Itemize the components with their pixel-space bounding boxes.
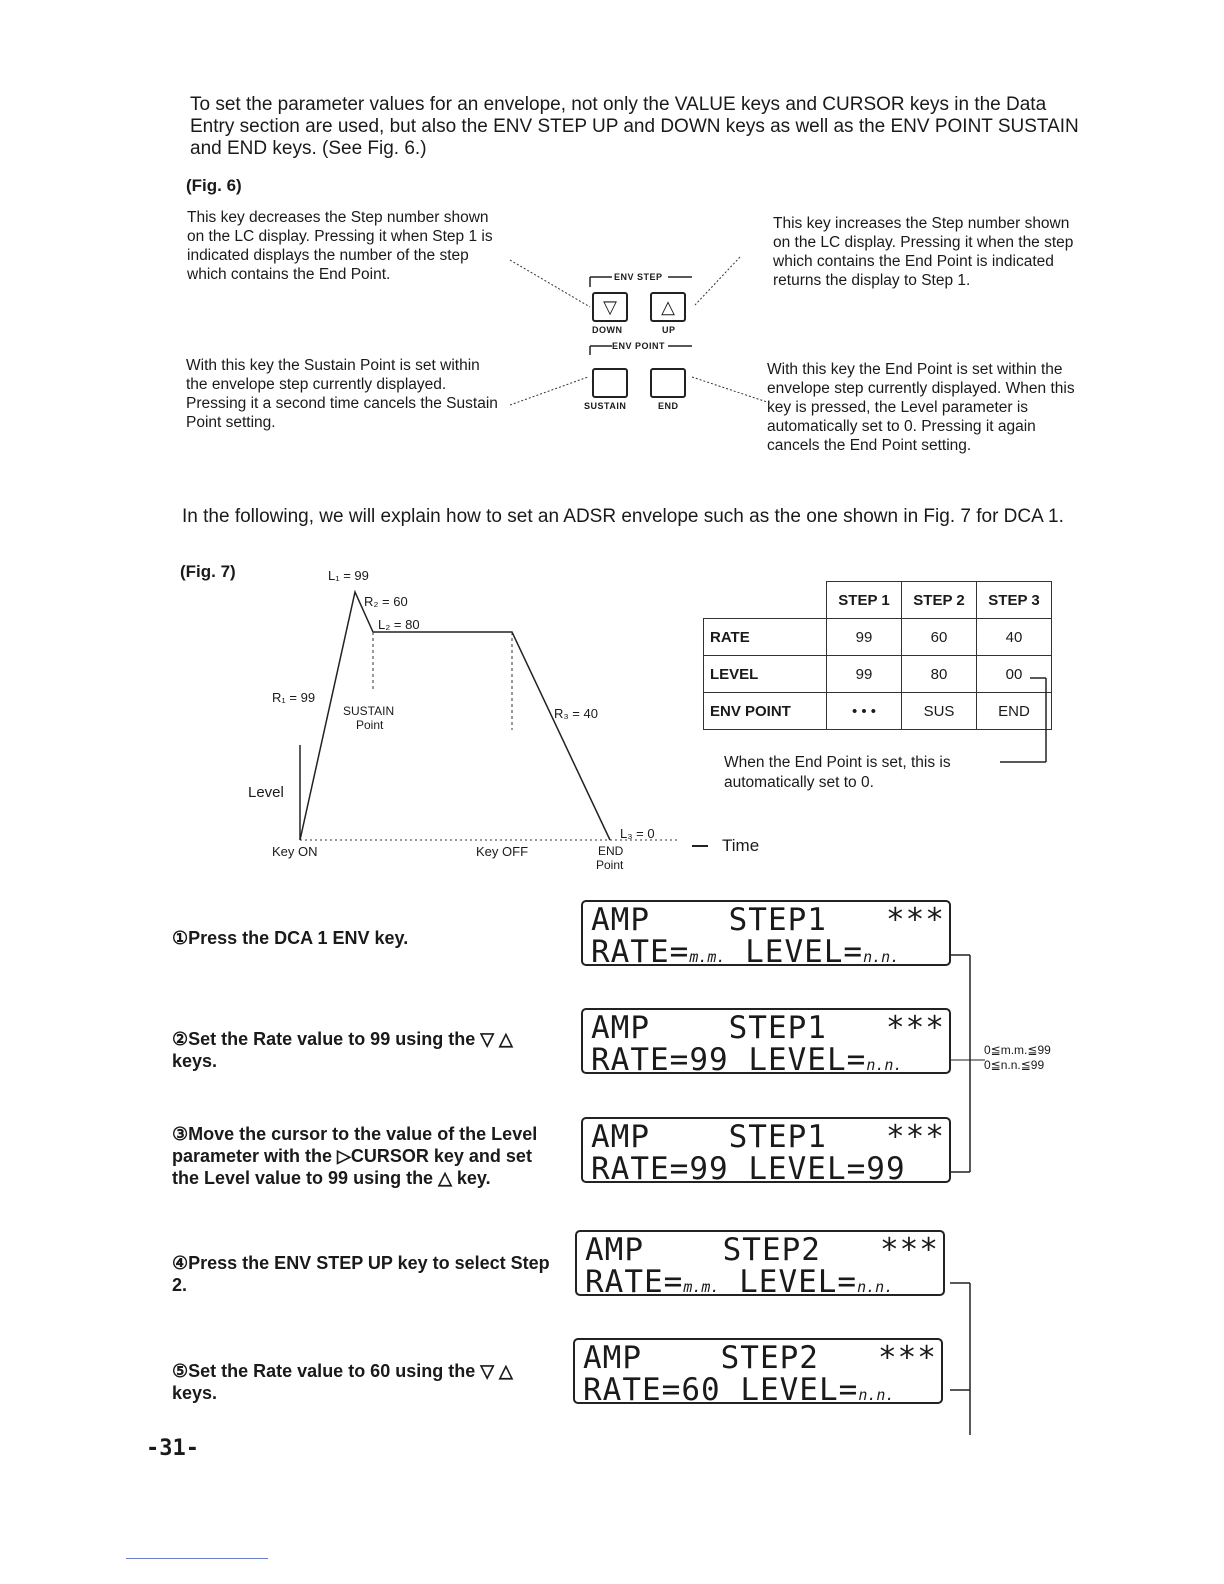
lcd-display-2: [581, 1008, 951, 1078]
table-cell: 80: [902, 656, 977, 693]
table-cell: 99: [827, 619, 902, 656]
range-note-line-1: 0≦m.m.≦99: [984, 1043, 1051, 1057]
rate-value: m.m.: [683, 1278, 720, 1296]
end-label: END: [658, 401, 679, 411]
step-3-text: ③Move the cursor to the value of the Level parameter with the ▷CURSOR key and set the Level value to 99 using the △ key.: [172, 1124, 538, 1188]
table-header: STEP 1: [827, 582, 902, 619]
level-value: n.n.: [863, 948, 900, 966]
step-1-text: ①Press the DCA 1 ENV key.: [172, 928, 409, 948]
end-key-description: With this key the End Point is set within the envelope step currently displayed. When this key is pressed, the Level parameter is automatically set to 0. Pressing it again cancels the End Point setting.: [767, 361, 1075, 454]
level-text: LEVEL=: [725, 934, 864, 970]
step-2-text: ②Set the Rate value to 99 using the ▽ △ keys.: [172, 1029, 513, 1071]
rate-text: RATE=99: [591, 1151, 729, 1187]
following-paragraph: In the following, we will explain how to set an ADSR envelope such as the one shown in Fig. 7 for DCA 1.: [182, 506, 1064, 527]
down-label: DOWN: [592, 325, 623, 335]
table-cell: 00: [977, 656, 1052, 693]
table-cell: 40: [977, 619, 1052, 656]
level-text: LEVEL=: [719, 1264, 858, 1300]
sustain-point-label: SUSTAIN: [343, 704, 395, 718]
table-cell: • • •: [827, 693, 902, 730]
rate-text: RATE=: [591, 934, 690, 970]
env-step-down-key[interactable]: [592, 292, 628, 322]
down-key-description: This key decreases the Step number shown on the LC display. Pressing it when Step 1 is indicated displays the number of the step which contains the End Point.: [187, 209, 493, 283]
l3-label: L₃ = 0: [620, 826, 655, 841]
lcd-line-2: [591, 1153, 941, 1190]
r3-label: R₃ = 40: [554, 706, 598, 721]
env-step-label: ENV STEP: [614, 272, 663, 282]
fig6-label: (Fig. 6): [186, 176, 242, 195]
lcd-line-1: AMP STEP1 ***: [591, 902, 945, 938]
table-header-row: [704, 582, 1052, 619]
table-header: STEP 3: [977, 582, 1052, 619]
table-cell: SUS: [902, 693, 977, 730]
step-4-text: ④Press the ENV STEP UP key to select Step 2.: [172, 1253, 550, 1295]
r2-label: R₂ = 60: [364, 594, 408, 609]
rate-text: RATE=60: [583, 1372, 721, 1408]
sustain-point-label-2: Point: [356, 718, 384, 732]
lcd-display-3: [581, 1117, 951, 1187]
env-step-up-key[interactable]: [650, 292, 686, 322]
lcd-display-5: [573, 1338, 943, 1408]
row-label: RATE: [704, 619, 827, 656]
level-axis-label: Level: [248, 784, 284, 801]
end-point-label: END: [598, 844, 624, 858]
table-cell: 60: [902, 619, 977, 656]
lcd-line-2: [583, 1374, 933, 1411]
row-label: LEVEL: [704, 656, 827, 693]
time-axis-label: Time: [722, 836, 760, 855]
sustain-label: SUSTAIN: [584, 401, 627, 411]
level-value: n.n.: [866, 1056, 903, 1074]
table-header: STEP 2: [902, 582, 977, 619]
sustain-key-description: With this key the Sustain Point is set within the envelope step currently displayed. Pressing it a second time cancels the Sustain Point setting.: [186, 357, 498, 431]
up-triangle-icon: △: [661, 297, 675, 317]
range-note-line-2: 0≦n.n.≦99: [984, 1058, 1045, 1072]
lcd-line-1: AMP STEP1 ***: [591, 1119, 945, 1155]
down-triangle-icon: ▽: [603, 297, 617, 317]
rate-text: RATE=99: [591, 1042, 729, 1078]
level-text: LEVEL=99: [728, 1151, 906, 1187]
lcd-line-2: [591, 1044, 941, 1081]
row-label: ENV POINT: [704, 693, 827, 730]
table-note-bracket: [990, 670, 1050, 770]
sustain-key[interactable]: [592, 368, 628, 398]
lcd-line-2: [585, 1266, 935, 1303]
fig7-label: (Fig. 7): [180, 562, 236, 581]
lcd-display-1: [581, 900, 951, 970]
table-corner: [704, 582, 827, 619]
l2-label: L₂ = 80: [378, 617, 420, 632]
end-key[interactable]: [650, 368, 686, 398]
r1-label: R₁ = 99: [272, 690, 316, 705]
lcd-display-4: [575, 1230, 945, 1300]
table-row: [704, 619, 1052, 656]
key-off-label: Key OFF: [476, 844, 529, 859]
step-5-text: ⑤Set the Rate value to 60 using the ▽ △ keys.: [172, 1361, 513, 1403]
env-point-label: ENV POINT: [612, 341, 666, 351]
end-point-label-2: Point: [596, 858, 624, 872]
intro-paragraph: To set the parameter values for an envelope, not only the VALUE keys and CURSOR keys in the Data Entry section are used, but also the ENV STEP UP and DOWN keys as well as the ENV POINT SUSTAIN and END keys. (See Fig. 6.): [190, 94, 1079, 159]
lcd-line-2: [591, 936, 941, 973]
level-text: LEVEL=: [728, 1042, 867, 1078]
adsr-envelope-diagram: [240, 560, 780, 890]
display-bracket: [945, 940, 985, 1440]
lcd-line-1: AMP STEP1 ***: [591, 1010, 945, 1046]
end-point-note: When the End Point is set, this is automatically set to 0.: [724, 754, 951, 791]
rate-text: RATE=: [585, 1264, 684, 1300]
rate-value: m.m.: [689, 948, 726, 966]
level-text: LEVEL=: [720, 1372, 859, 1408]
table-cell: 99: [827, 656, 902, 693]
range-note: [984, 1043, 1051, 1073]
fig6-leader-lines: [500, 245, 780, 415]
up-key-description: This key increases the Step number shown on the LC display. Pressing it when the step which contains the End Point is indicated returns the display to Step 1.: [773, 215, 1074, 289]
table-cell: END: [977, 693, 1052, 730]
lcd-line-1: AMP STEP2 ***: [585, 1232, 939, 1268]
level-value: n.n.: [857, 1278, 894, 1296]
up-label: UP: [662, 325, 676, 335]
key-on-label: Key ON: [272, 844, 318, 859]
lcd-line-1: AMP STEP2 ***: [583, 1340, 937, 1376]
page-number: -31-: [146, 1436, 199, 1461]
footer-rule: [126, 1558, 268, 1559]
l1-label: L₁ = 99: [328, 568, 369, 583]
level-value: n.n.: [858, 1386, 895, 1404]
